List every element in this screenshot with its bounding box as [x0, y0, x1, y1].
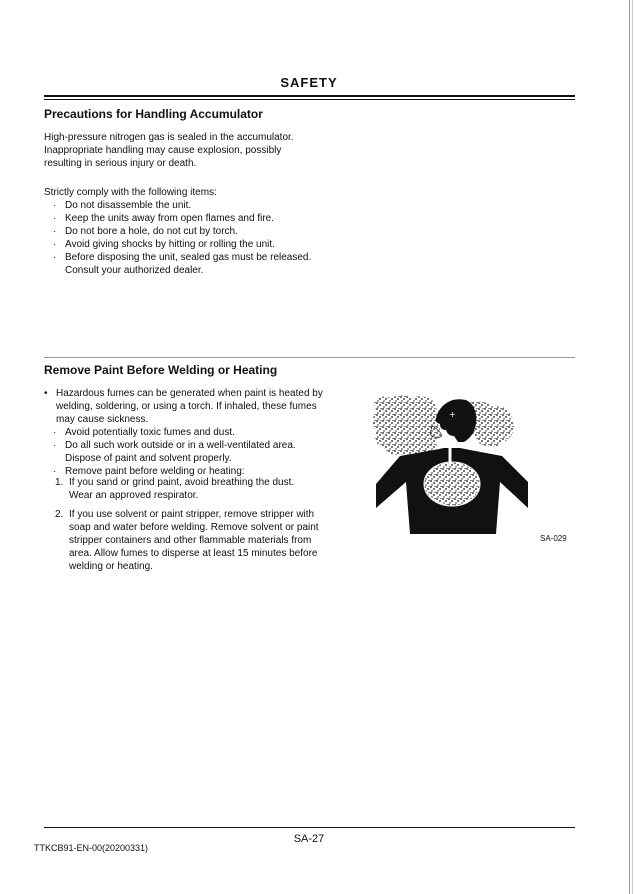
list-item	[53, 212, 311, 226]
step-text: soap and water before welding. Remove solvent or paint	[69, 521, 319, 533]
step-text: area. Allow fumes to disperse at least 15 minutes before	[69, 547, 318, 559]
bullet-mark: ·	[53, 251, 57, 263]
list-item	[53, 200, 311, 213]
step-continuation	[69, 490, 294, 503]
step-continuation	[69, 535, 319, 548]
paint-step-2	[55, 509, 319, 574]
hazard-line: Hazardous fumes can be generated when paint is heated by	[56, 388, 323, 399]
accumulator-items	[53, 200, 312, 277]
list-item	[53, 439, 296, 453]
step-number: 1.	[55, 477, 64, 488]
step-text: welding or heating.	[69, 560, 153, 572]
bullet-mark: ·	[53, 427, 57, 438]
item-text: Remove paint before welding or heating:	[65, 465, 245, 477]
item-text: Avoid potentially toxic fumes and dust.	[65, 427, 235, 438]
header-rule-thick	[44, 95, 575, 97]
intro-line: resulting in serious injury or death.	[44, 157, 197, 169]
document-code: TTKCB91-EN-00(20200331)	[34, 843, 149, 853]
intro-line: High-pressure nitrogen gas is sealed in the accumulator.	[44, 132, 294, 143]
intro-line: Inappropriate handling may cause explosion, possibly	[44, 144, 282, 156]
item-text: Consult your authorized dealer.	[65, 264, 204, 276]
item-text: Keep the units away from open flames and fire.	[65, 212, 275, 224]
header-rule-thin	[44, 99, 575, 100]
lungs-fumes	[424, 462, 480, 506]
toxic-fumes-illustration	[370, 390, 532, 536]
page-number: SA-27	[293, 833, 325, 845]
page-edge-line	[629, 0, 630, 894]
bullet-mark: ·	[53, 238, 57, 250]
fume-cloud	[373, 395, 440, 458]
step-continuation	[69, 548, 319, 561]
item-text: Avoid giving shocks by hitting or rolling the unit.	[65, 238, 275, 250]
list-item	[44, 388, 323, 401]
item-text: Do all such work outside or in a well-ventilated area.	[65, 439, 296, 451]
section-divider	[44, 357, 575, 358]
figure-caption: SA-029	[540, 534, 567, 543]
step-text: If you sand or grind paint, avoid breathing the dust.	[69, 477, 295, 488]
paint-hazard-list	[44, 388, 323, 427]
item-text: Before disposing the unit, sealed gas must be released.	[65, 251, 312, 263]
step-item	[55, 477, 295, 490]
item-text: Do not disassemble the unit.	[65, 200, 192, 211]
item-text: Dispose of paint and solvent properly.	[65, 452, 232, 464]
step-text: stripper containers and other flammable materials from	[69, 534, 312, 546]
list-item	[53, 427, 296, 440]
step-continuation	[69, 522, 319, 535]
comply-lead: Strictly comply with the following items:	[44, 187, 217, 198]
list-item-continuation	[65, 265, 311, 278]
list-item-continuation	[56, 414, 323, 427]
list-item-continuation	[65, 453, 296, 466]
step-number: 2.	[55, 509, 64, 520]
section-title-accumulator: Precautions for Handling Accumulator	[44, 107, 263, 121]
step-text: If you use solvent or paint stripper, remove stripper with	[69, 509, 315, 520]
paint-sub-items	[53, 427, 296, 479]
step-item	[55, 509, 319, 522]
bullet-mark: •	[44, 388, 48, 399]
hazard-line: welding, soldering, or using a torch. If inhaled, these fumes	[56, 400, 317, 412]
page-edge-line-light	[632, 0, 633, 894]
bullet-mark: ·	[53, 212, 57, 224]
step-continuation	[69, 561, 319, 574]
item-text: Do not bore a hole, do not cut by torch.	[65, 225, 238, 237]
bullet-mark: ·	[53, 439, 57, 451]
bullet-mark: ·	[53, 200, 57, 211]
paint-step-1	[55, 477, 295, 503]
bullet-mark: ·	[53, 465, 57, 477]
hazard-line: may cause sickness.	[56, 413, 149, 425]
section-title-remove-paint: Remove Paint Before Welding or Heating	[44, 363, 278, 377]
step-text: Wear an approved respirator.	[69, 489, 199, 501]
page-header-title: SAFETY	[280, 75, 338, 90]
eye-mark: +	[449, 410, 456, 419]
list-item	[53, 251, 312, 265]
footer-rule	[44, 827, 575, 828]
list-item	[53, 225, 311, 239]
list-item-continuation	[56, 401, 323, 414]
accumulator-intro	[44, 132, 294, 171]
list-item	[53, 238, 311, 252]
bullet-mark: ·	[53, 225, 57, 237]
